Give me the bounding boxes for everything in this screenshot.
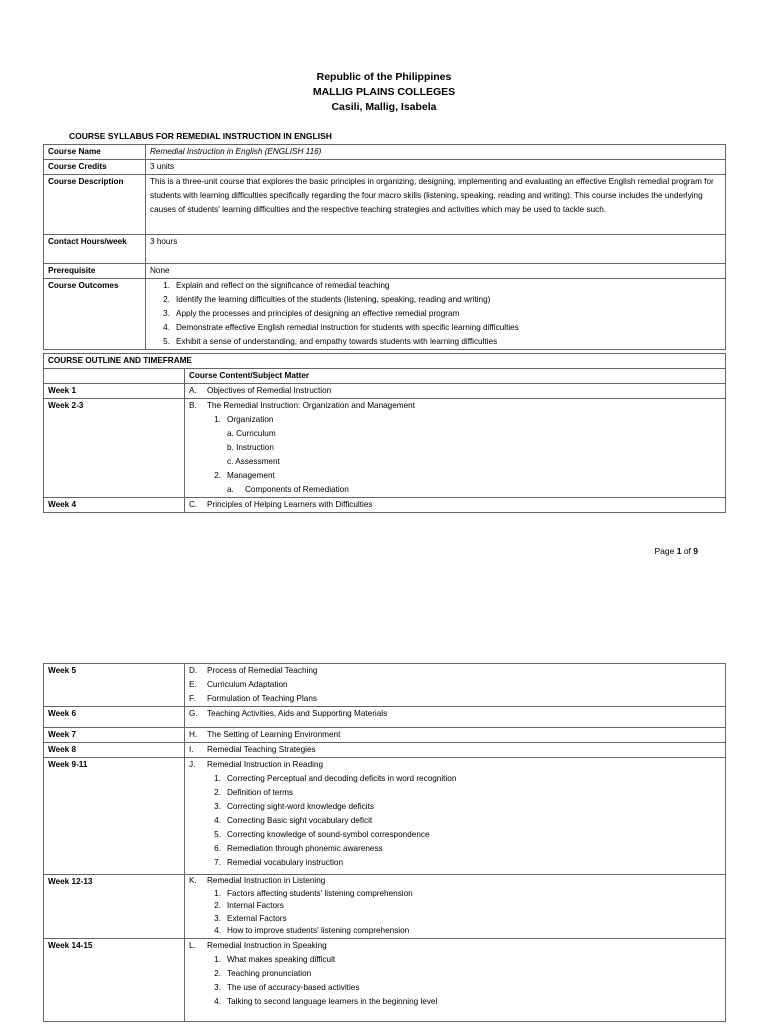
syllabus-title: COURSE SYLLABUS FOR REMEDIAL INSTRUCTION IN ENGLISH <box>69 131 332 141</box>
contact-hours-label: Contact Hours/week <box>44 235 146 264</box>
prerequisite-row <box>44 264 726 279</box>
outcome-item: 1. Explain and reflect on the significance of remedial teaching <box>163 281 390 290</box>
table-row <box>44 664 726 707</box>
course-outcomes-list <box>146 279 726 350</box>
table-row <box>44 498 726 513</box>
table-row <box>44 743 726 758</box>
course-description-value: This is a three-unit course that explores the basic principles in organizing, designing, implementing and evaluating an effective English remedial program for students with learning difficulties specifically regarding the four macro skills (listening, speaking, reading and writing). This course includes the underlying causes of students' learning difficulties and the respective teaching strategies and activities which may be used to tackle such. <box>146 175 726 235</box>
week-label: Week 4 <box>44 498 185 513</box>
table-row <box>44 399 726 498</box>
topic-cell: L. Remedial Instruction in Speaking 1. What makes speaking difficult 2. Teaching pronunciation 3. The use of accuracy-based activities 4. Talking to second language learners in the beginning level <box>185 938 726 1021</box>
week-label: Week 7 <box>44 728 185 743</box>
table-row <box>44 728 726 743</box>
topic-cell: I. Remedial Teaching Strategies <box>185 743 726 758</box>
topic-cell: H. The Setting of Learning Environment <box>185 728 726 743</box>
table-row <box>44 938 726 1021</box>
prerequisite-value: None <box>146 264 726 279</box>
week-label: Week 6 <box>44 707 185 728</box>
outline-title-row <box>44 354 726 369</box>
content-header: Course Content/Subject Matter <box>185 369 726 384</box>
week-label: Week 9-11 <box>44 758 185 875</box>
contact-hours-row <box>44 235 726 264</box>
topic-cell: K. Remedial Instruction in Listening 1. Factors affecting students' listening comprehension 2. Internal Factors 3. External Factors 4. How to improve students' listening comprehension <box>185 875 726 939</box>
course-description-row <box>44 175 726 235</box>
outline-header-row <box>44 369 726 384</box>
course-credits-row <box>44 160 726 175</box>
course-name-row <box>44 145 726 160</box>
outcome-item: 2. Identify the learning difficulties of the students (listening, speaking, reading and writing) <box>163 295 491 304</box>
table-row <box>44 758 726 875</box>
topic-cell: B. The Remedial Instruction: Organization and Management 1. Organization a. Curriculum b. Instruction c. Assessment 2. Management a. Components of Remediation <box>185 399 726 498</box>
course-credits-label: Course Credits <box>44 160 146 175</box>
topic-cell: G. Teaching Activities, Aids and Supporting Materials <box>185 707 726 728</box>
week-label: Week 2-3 <box>44 399 185 498</box>
topic-cell: J. Remedial Instruction in Reading 1. Correcting Perceptual and decoding deficits in word recognition 2. Definition of terms 3. Correcting sight-word knowledge deficits 4. Correcting Basic sight vocabulary deficit 5. Correcting knowledge of sound-symbol correspondence 6. Remediation through phonemic awareness 7. Remedial vocabulary instruction <box>185 758 726 875</box>
topic-cell: D. Process of Remedial Teaching E. Curriculum Adaptation F. Formulation of Teaching Plans <box>185 664 726 707</box>
outcome-item: 3. Apply the processes and principles of designing an effective remedial program <box>163 309 460 318</box>
course-outcomes-row <box>44 279 726 350</box>
course-credits-value: 3 units <box>146 160 726 175</box>
week-label: Week 1 <box>44 384 185 399</box>
week-label: Week 14-15 <box>44 938 185 1021</box>
course-outline-table <box>43 353 726 513</box>
week-header-cell <box>44 369 185 384</box>
college-name: MALLIG PLAINS COLLEGES <box>312 86 456 98</box>
outcome-item: 5. Exhibit a sense of understanding, and empathy towards students with learning difficulties <box>163 337 498 346</box>
week-label: Week 5 <box>44 664 185 707</box>
week-label: Week 8 <box>44 743 185 758</box>
table-row <box>44 875 726 939</box>
table-row <box>44 707 726 728</box>
republic-heading: Republic of the Philippines <box>316 71 452 83</box>
course-outline-continued-table <box>43 663 726 1022</box>
course-name-value: Remedial Instruction in English (ENGLISH 116) <box>146 145 726 160</box>
topic-cell: C. Principles of Helping Learners with Difficulties <box>185 498 726 513</box>
course-name-label: Course Name <box>44 145 146 160</box>
course-info-table <box>43 144 726 350</box>
week-label: Week 12-13 <box>44 875 185 939</box>
course-description-label: Course Description <box>44 175 146 235</box>
outcome-item: 4. Demonstrate effective English remedial instruction for students with specific learning difficulties <box>163 323 519 332</box>
topic-cell: A. Objectives of Remedial Instruction <box>185 384 726 399</box>
prerequisite-label: Prerequisite <box>44 264 146 279</box>
college-address: Casili, Mallig, Isabela <box>331 101 437 113</box>
page-number: Page 1 of 9 <box>654 546 698 556</box>
table-row <box>44 384 726 399</box>
outline-title: COURSE OUTLINE AND TIMEFRAME <box>44 354 726 369</box>
contact-hours-value: 3 hours <box>146 235 726 264</box>
course-outcomes-label: Course Outcomes <box>44 279 146 350</box>
